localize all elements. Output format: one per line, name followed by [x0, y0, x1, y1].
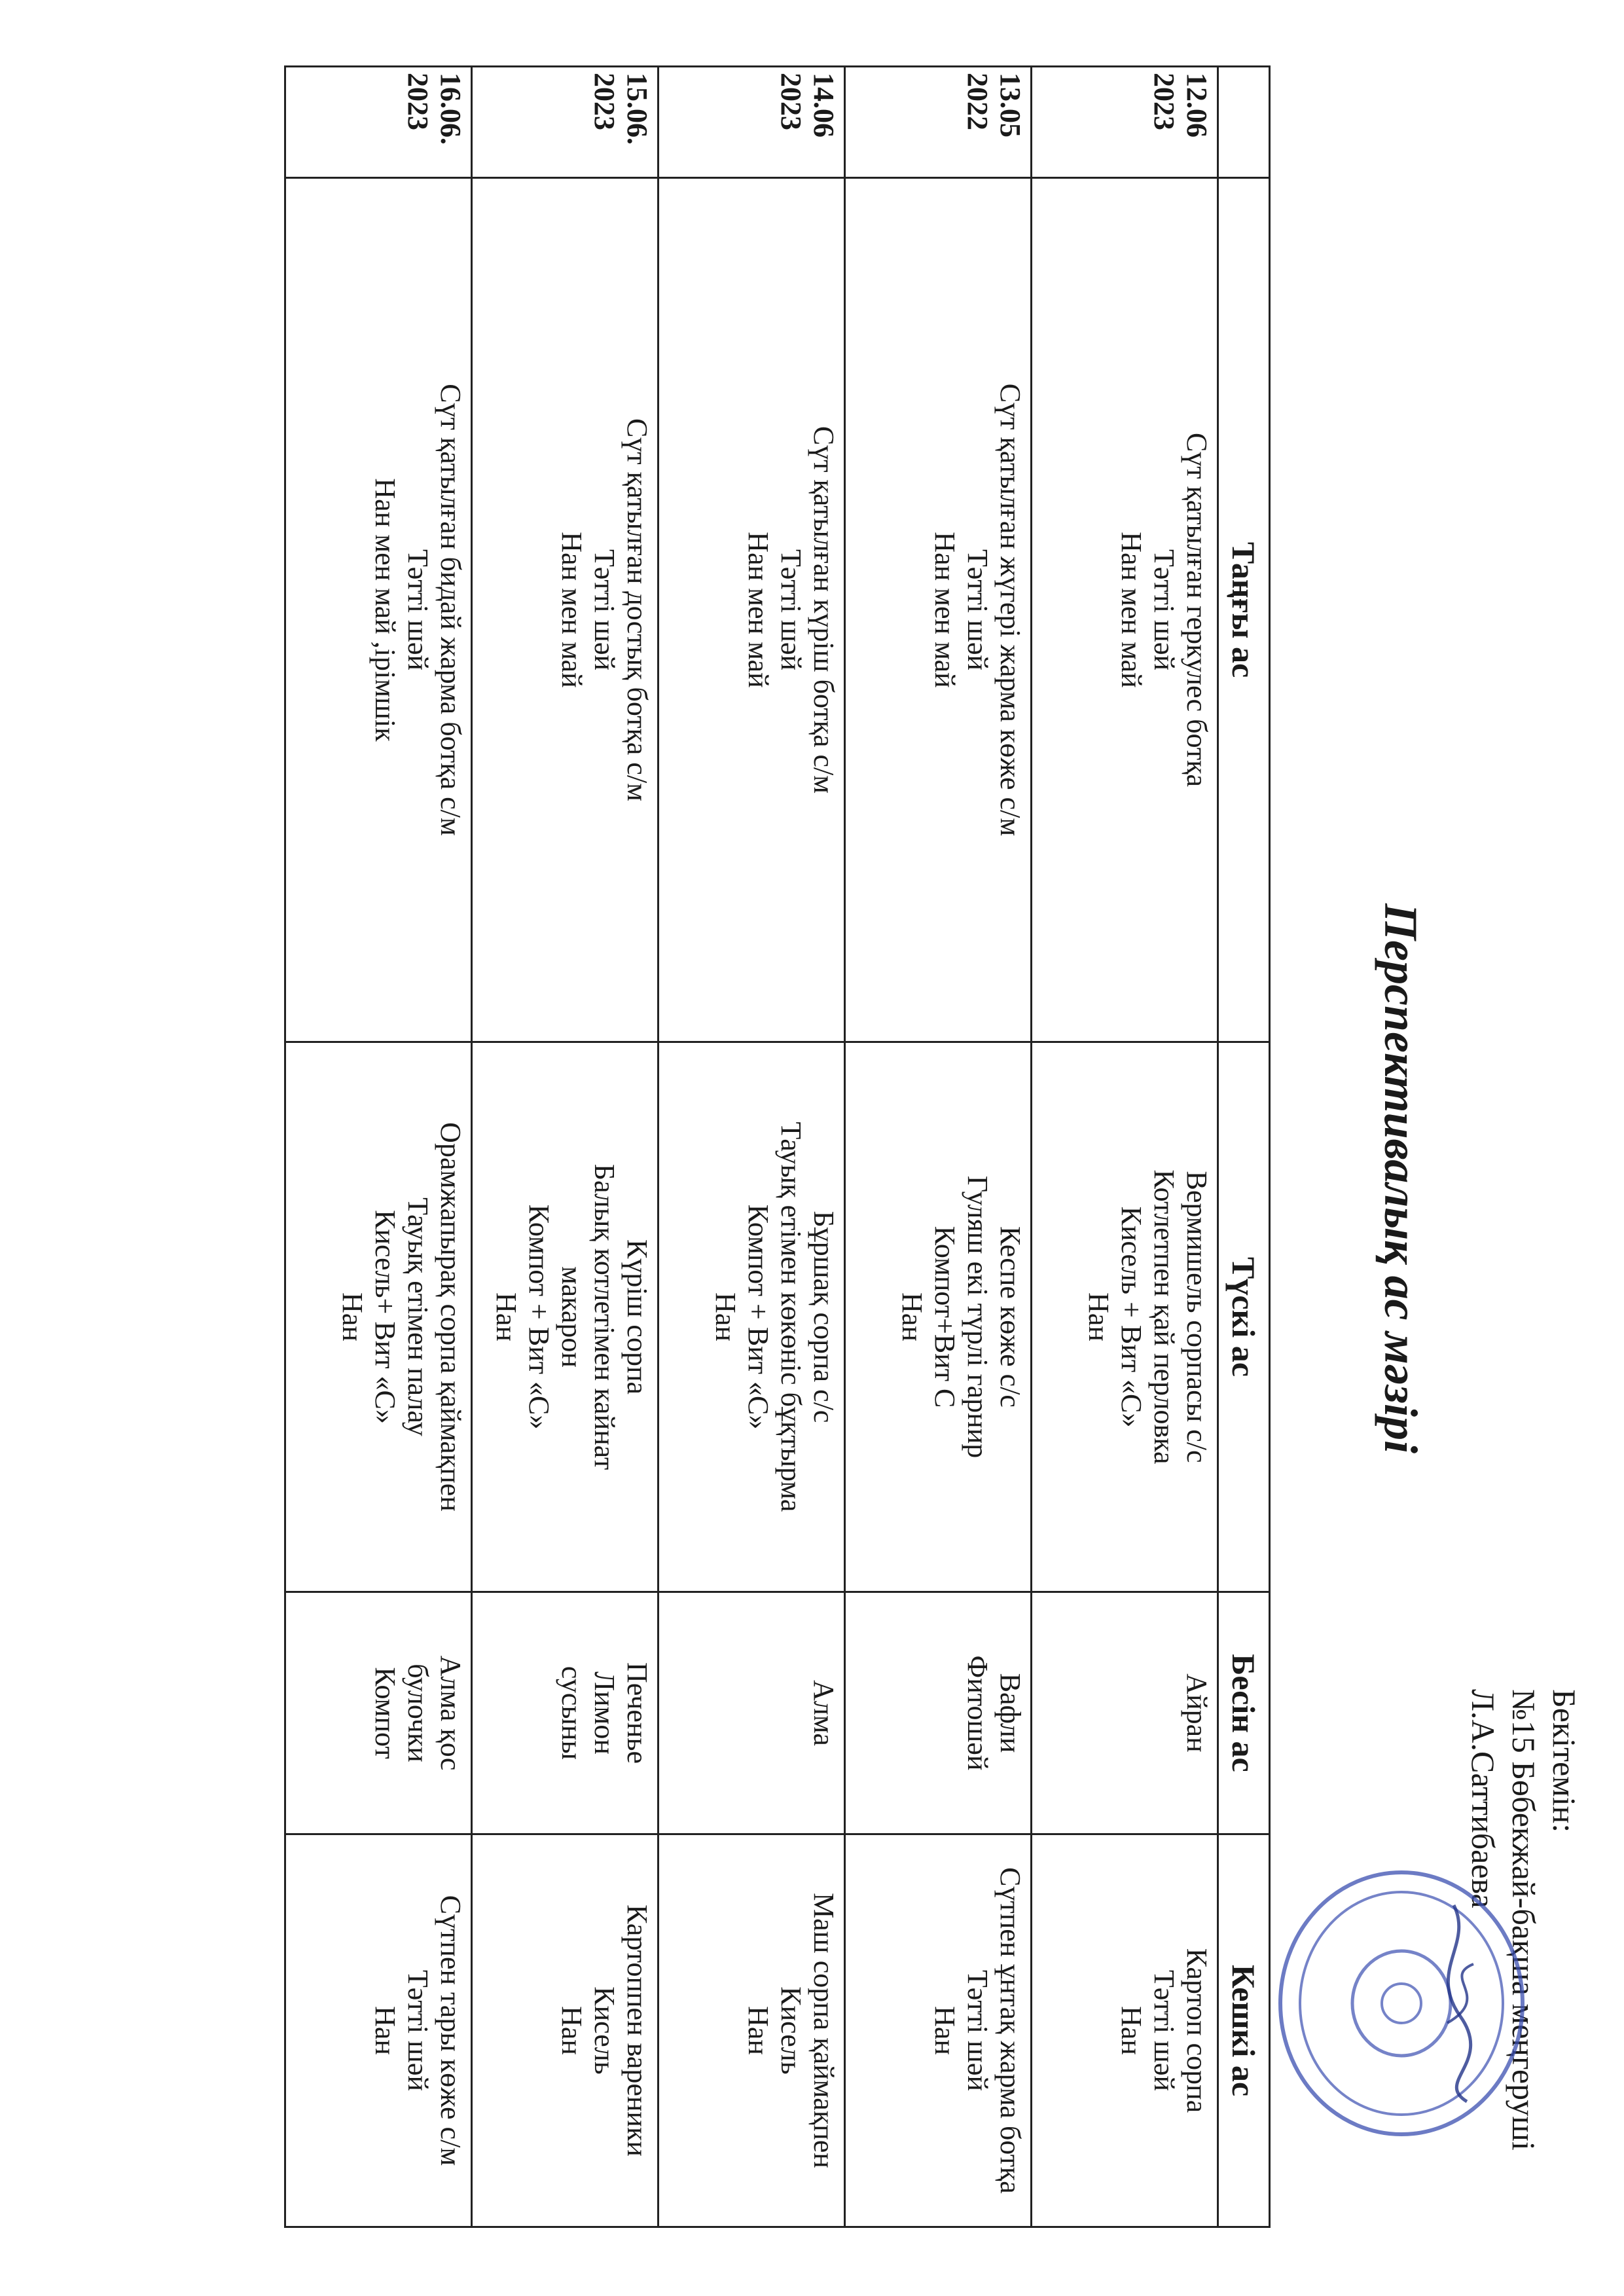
official-stamp — [1271, 1866, 1532, 2141]
lunch-cell: Бұршақ сорпа с/с Тауық етімен көкөніс бұқтырма Компот + Вит «С» Нан — [659, 1042, 845, 1592]
date-cell: 14.06 2023 — [659, 67, 845, 178]
breakfast-cell: Сүт қатылған күріш ботқа с/м Тәтті шәй Нан мен май — [659, 178, 845, 1042]
lunch-cell: Кеспе көже с/с Гуляш екі түрлі гарнир Компот+Вит С Нан — [845, 1042, 1032, 1592]
lunch-cell: Күріш сорпа Балық котлетімен кайнат макарон Компот + Вит «С» Нан — [472, 1042, 659, 1592]
breakfast-cell: Сүт қатылған жүгері жарма көже с/м Тәтті шәй Нан мен май — [845, 178, 1032, 1042]
header-breakfast: Таңғы ас — [1218, 178, 1270, 1042]
approval-line-3: Л.А.Саттибаева — [1465, 1689, 1502, 1908]
header-dinner: Кешкі ас — [1218, 1834, 1270, 2227]
dinner-cell: Маш сорпа қаймақпен Кисель Нан — [659, 1834, 845, 2227]
date-cell: 13.05 2022 — [845, 67, 1032, 178]
document-title: Перспективалық ас мәзірі — [1375, 903, 1427, 1453]
breakfast-cell: Сүт қатылған бидай жарма ботқа с/м Тәтті шәй Нан мен май ,ірімшік — [285, 178, 472, 1042]
dinner-cell: Сүтпен ұнтақ жарма ботқа Тәтті шәй Нан — [845, 1834, 1032, 2227]
snack-cell: Алма қос булочки Компот — [285, 1592, 472, 1834]
lunch-cell: Вермишель сорпасы с/с Котлетпен қай перловка Кисель + Вит «С» Нан — [1032, 1042, 1218, 1592]
table-row — [1032, 67, 1218, 2227]
date-cell: 15.06. 2023 — [472, 67, 659, 178]
dinner-cell: Картоп сорпа Тәтті шәй Нан — [1032, 1834, 1218, 2227]
date-cell: 16.06. 2023 — [285, 67, 472, 178]
approval-line-2: №15 Бөбекжай-бақша меңгеруші — [1506, 1689, 1542, 2151]
snack-cell: Печенье Лимон сусыны — [472, 1592, 659, 1834]
table-header-row — [1218, 67, 1270, 2227]
menu-table — [284, 65, 1271, 2228]
dinner-cell: Сүтпен тары көже с/м Тәтті шәй Нан — [285, 1834, 472, 2227]
header-lunch: Түскі ас — [1218, 1042, 1270, 1592]
header-snack: Бесін ас — [1218, 1592, 1270, 1834]
snack-cell: Айран — [1032, 1592, 1218, 1834]
table-row — [472, 67, 659, 2227]
header-date — [1218, 67, 1270, 178]
table-row — [845, 67, 1032, 2227]
snack-cell: Вафли Фитошәй — [845, 1592, 1032, 1834]
lunch-cell: Орамжапырақ сорпа қаймақпен Тауық етімен палау Кисель+ Вит «С» Нан — [285, 1042, 472, 1592]
table-row — [285, 67, 472, 2227]
breakfast-cell: Сүт қатылған геркулес ботқа Тәтті шәй Нан мен май — [1032, 178, 1218, 1042]
dinner-cell: Картоппен вареники Кисель Нан — [472, 1834, 659, 2227]
snack-cell: Алма — [659, 1592, 845, 1834]
approval-line-1: Бекітемін: — [1546, 1689, 1583, 1833]
date-cell: 12.06 2023 — [1032, 67, 1218, 178]
breakfast-cell: Сүт қатылған достық ботқа с/м Тәтті шәй Нан мен май — [472, 178, 659, 1042]
table-row — [659, 67, 845, 2227]
